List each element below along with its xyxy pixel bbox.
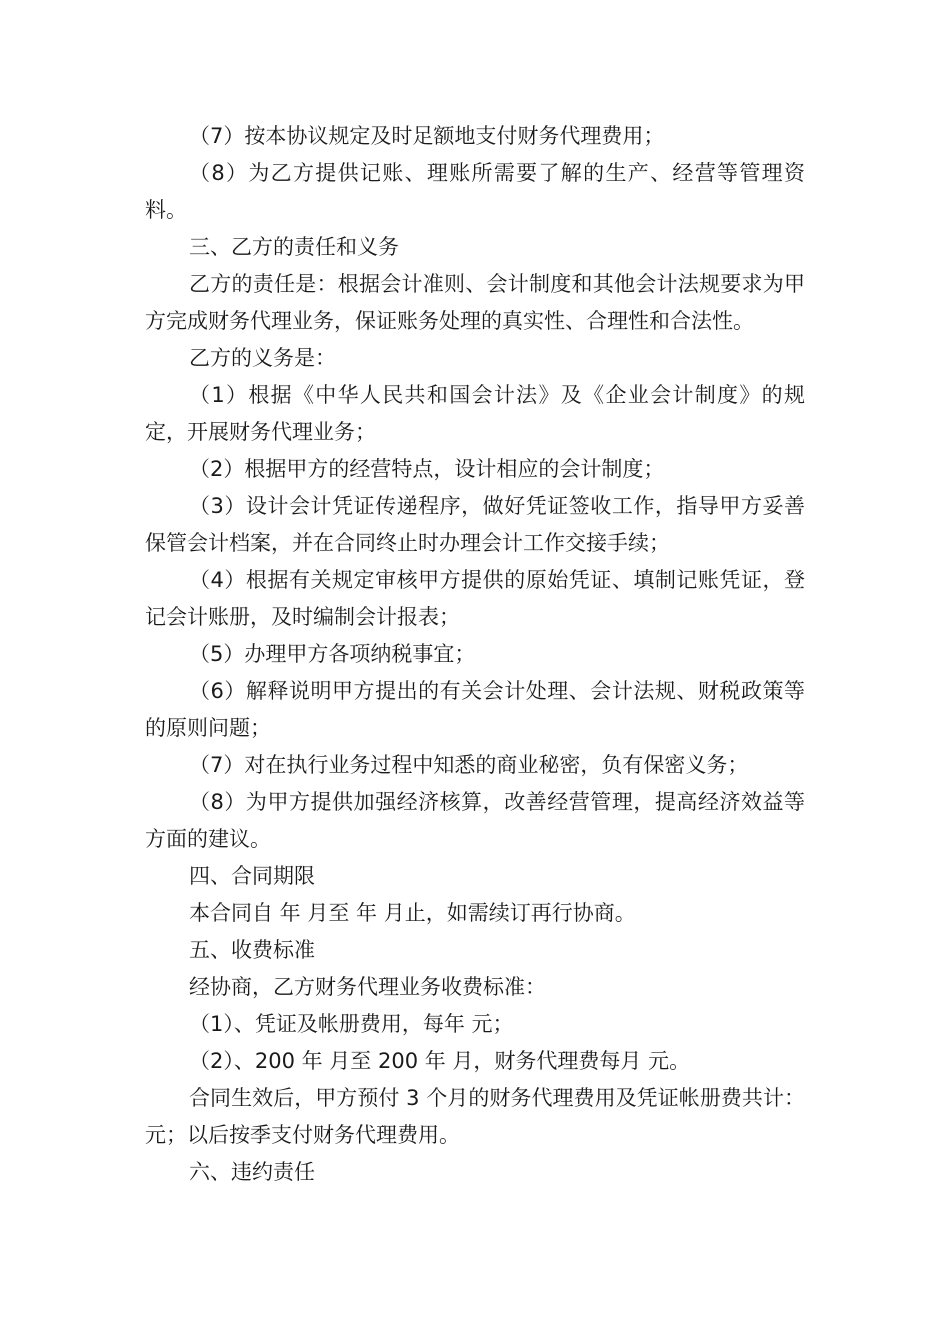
section-heading-contract-term: 四、合同期限 <box>189 864 315 888</box>
paragraph-party-b-responsibility: 乙方的责任是：根据会计准则、会计制度和其他会计法规要求为甲方完成财务代理业务，保证账务处理的真实性、合理性和合法性。 <box>145 272 805 333</box>
paragraph-obligation-1: （1）根据《中华人民共和国会计法》及《企业会计制度》的规定，开展财务代理业务； <box>145 383 805 444</box>
paragraph-provide-materials: （8）为乙方提供记账、理账所需要了解的生产、经营等管理资料。 <box>145 161 805 222</box>
section-heading-fee-standard: 五、收费标准 <box>189 938 315 962</box>
section-heading-liability: 六、违约责任 <box>189 1160 315 1184</box>
paragraph-obligation-7: （7）对在执行业务过程中知悉的商业秘密，负有保密义务； <box>189 753 749 777</box>
paragraph-fee-1: （1）、凭证及帐册费用，每年 元； <box>189 1012 514 1036</box>
paragraph-obligation-3: （3）设计会计凭证传递程序，做好凭证签收工作，指导甲方妥善保管会计档案，并在合同终止时办理会计工作交接手续； <box>145 494 805 555</box>
paragraph-obligation-6: （6）解释说明甲方提出的有关会计处理、会计法规、财税政策等的原则问题； <box>145 679 805 740</box>
section-heading-party-b-duties: 三、乙方的责任和义务 <box>189 235 399 259</box>
paragraph-party-b-obligations-intro: 乙方的义务是： <box>189 346 336 370</box>
paragraph-obligation-5: （5）办理甲方各项纳税事宜； <box>189 642 476 666</box>
paragraph-contract-term: 本合同自 年 月至 年 月止，如需续订再行协商。 <box>189 901 636 925</box>
paragraph-obligation-8: （8）为甲方提供加强经济核算，改善经营管理，提高经济效益等方面的建议。 <box>145 790 805 851</box>
paragraph-fee-intro: 经协商，乙方财务代理业务收费标准： <box>189 975 546 999</box>
document-page <box>145 118 805 1191</box>
paragraph-prepayment: 合同生效后，甲方预付 3 个月的财务代理费用及凭证帐册费共计： 元；以后按季支付财务代理费用。 <box>145 1086 805 1147</box>
paragraph-obligation-2: （2）根据甲方的经营特点，设计相应的会计制度； <box>189 457 665 481</box>
paragraph-payment-duty: （7）按本协议规定及时足额地支付财务代理费用； <box>189 124 665 148</box>
paragraph-fee-2: （2）、200 年 月至 200 年 月，财务代理费每月 元。 <box>189 1049 691 1073</box>
paragraph-obligation-4: （4）根据有关规定审核甲方提供的原始凭证、填制记账凭证，登记会计账册，及时编制会计报表； <box>145 568 805 629</box>
